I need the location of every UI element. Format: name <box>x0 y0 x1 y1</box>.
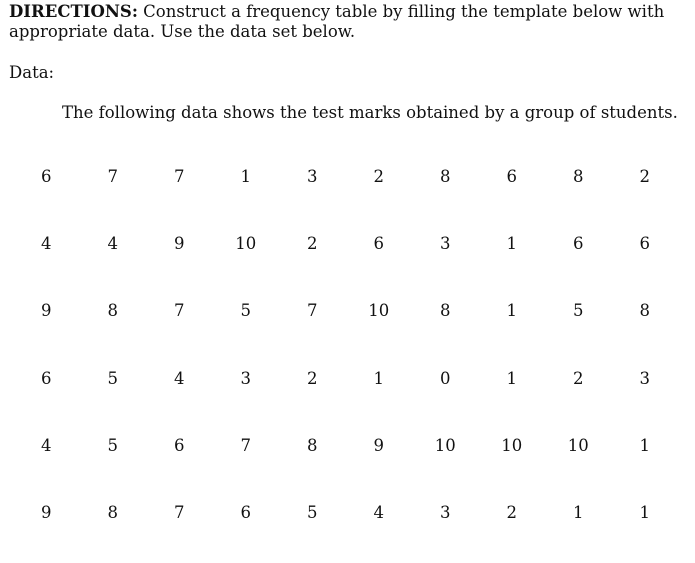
data-value: 8 <box>639 301 650 321</box>
data-row <box>13 362 678 429</box>
data-value: 7 <box>107 167 118 186</box>
data-value: 7 <box>174 502 185 522</box>
data-value: 6 <box>373 234 384 254</box>
data-value: 2 <box>506 502 517 522</box>
data-value: 7 <box>240 435 251 455</box>
data-row <box>13 294 678 361</box>
data-value: 5 <box>240 301 251 321</box>
data-value: 10 <box>567 435 589 455</box>
data-value: 8 <box>107 502 118 522</box>
data-value: 5 <box>107 368 118 388</box>
data-value: 2 <box>307 234 318 254</box>
data-value: 1 <box>506 234 517 254</box>
data-intro: The following data shows the test marks obtained by a group of students. <box>62 103 678 122</box>
data-value: 9 <box>41 502 52 522</box>
data-value: 7 <box>174 167 185 186</box>
data-value: 4 <box>174 368 185 388</box>
data-value: 1 <box>639 502 650 522</box>
data-value: 1 <box>506 301 517 321</box>
data-value: 1 <box>639 435 650 455</box>
data-value: 5 <box>307 502 318 522</box>
data-value: 3 <box>440 502 451 522</box>
data-label: Data: <box>9 63 55 82</box>
data-value: 2 <box>307 368 318 388</box>
data-value: 3 <box>639 368 650 388</box>
data-value: 6 <box>639 234 650 254</box>
data-value: 4 <box>373 502 384 522</box>
data-value: 10 <box>235 234 257 254</box>
data-value: 1 <box>573 502 584 522</box>
data-value: 8 <box>307 435 318 455</box>
data-row <box>13 227 678 294</box>
data-value: 2 <box>573 368 584 388</box>
data-row <box>13 160 678 227</box>
data-value: 7 <box>174 301 185 321</box>
data-value: 6 <box>41 167 52 186</box>
data-value: 2 <box>639 167 650 186</box>
data-value: 9 <box>41 301 52 321</box>
data-value: 1 <box>373 368 384 388</box>
data-row <box>13 496 678 563</box>
data-grid <box>13 160 678 563</box>
data-value: 10 <box>368 301 390 321</box>
data-value: 7 <box>307 301 318 321</box>
data-value: 5 <box>573 301 584 321</box>
directions-paragraph <box>9 2 689 42</box>
data-value: 4 <box>41 435 52 455</box>
data-value: 6 <box>240 502 251 522</box>
data-value: 6 <box>506 167 517 186</box>
data-value: 2 <box>373 167 384 186</box>
data-value: 1 <box>240 167 251 186</box>
data-value: 4 <box>107 234 118 254</box>
data-value: 4 <box>41 234 52 254</box>
data-value: 9 <box>373 435 384 455</box>
data-value: 1 <box>506 368 517 388</box>
data-value: 6 <box>174 435 185 455</box>
data-value: 9 <box>174 234 185 254</box>
data-value: 0 <box>440 368 451 388</box>
data-value: 10 <box>501 435 523 455</box>
data-value: 10 <box>434 435 456 455</box>
data-value: 8 <box>440 301 451 321</box>
data-value: 8 <box>573 167 584 186</box>
data-value: 6 <box>41 368 52 388</box>
data-value: 8 <box>107 301 118 321</box>
data-value: 3 <box>307 167 318 186</box>
data-value: 6 <box>573 234 584 254</box>
data-value: 8 <box>440 167 451 186</box>
data-value: 3 <box>240 368 251 388</box>
data-value: 3 <box>440 234 451 254</box>
data-row <box>13 429 678 496</box>
directions-lead: DIRECTIONS: <box>9 2 138 21</box>
directions-text: Construct a frequency table by filling the template below with appropriate data. Use the data set below. <box>9 2 665 41</box>
data-value: 5 <box>107 435 118 455</box>
